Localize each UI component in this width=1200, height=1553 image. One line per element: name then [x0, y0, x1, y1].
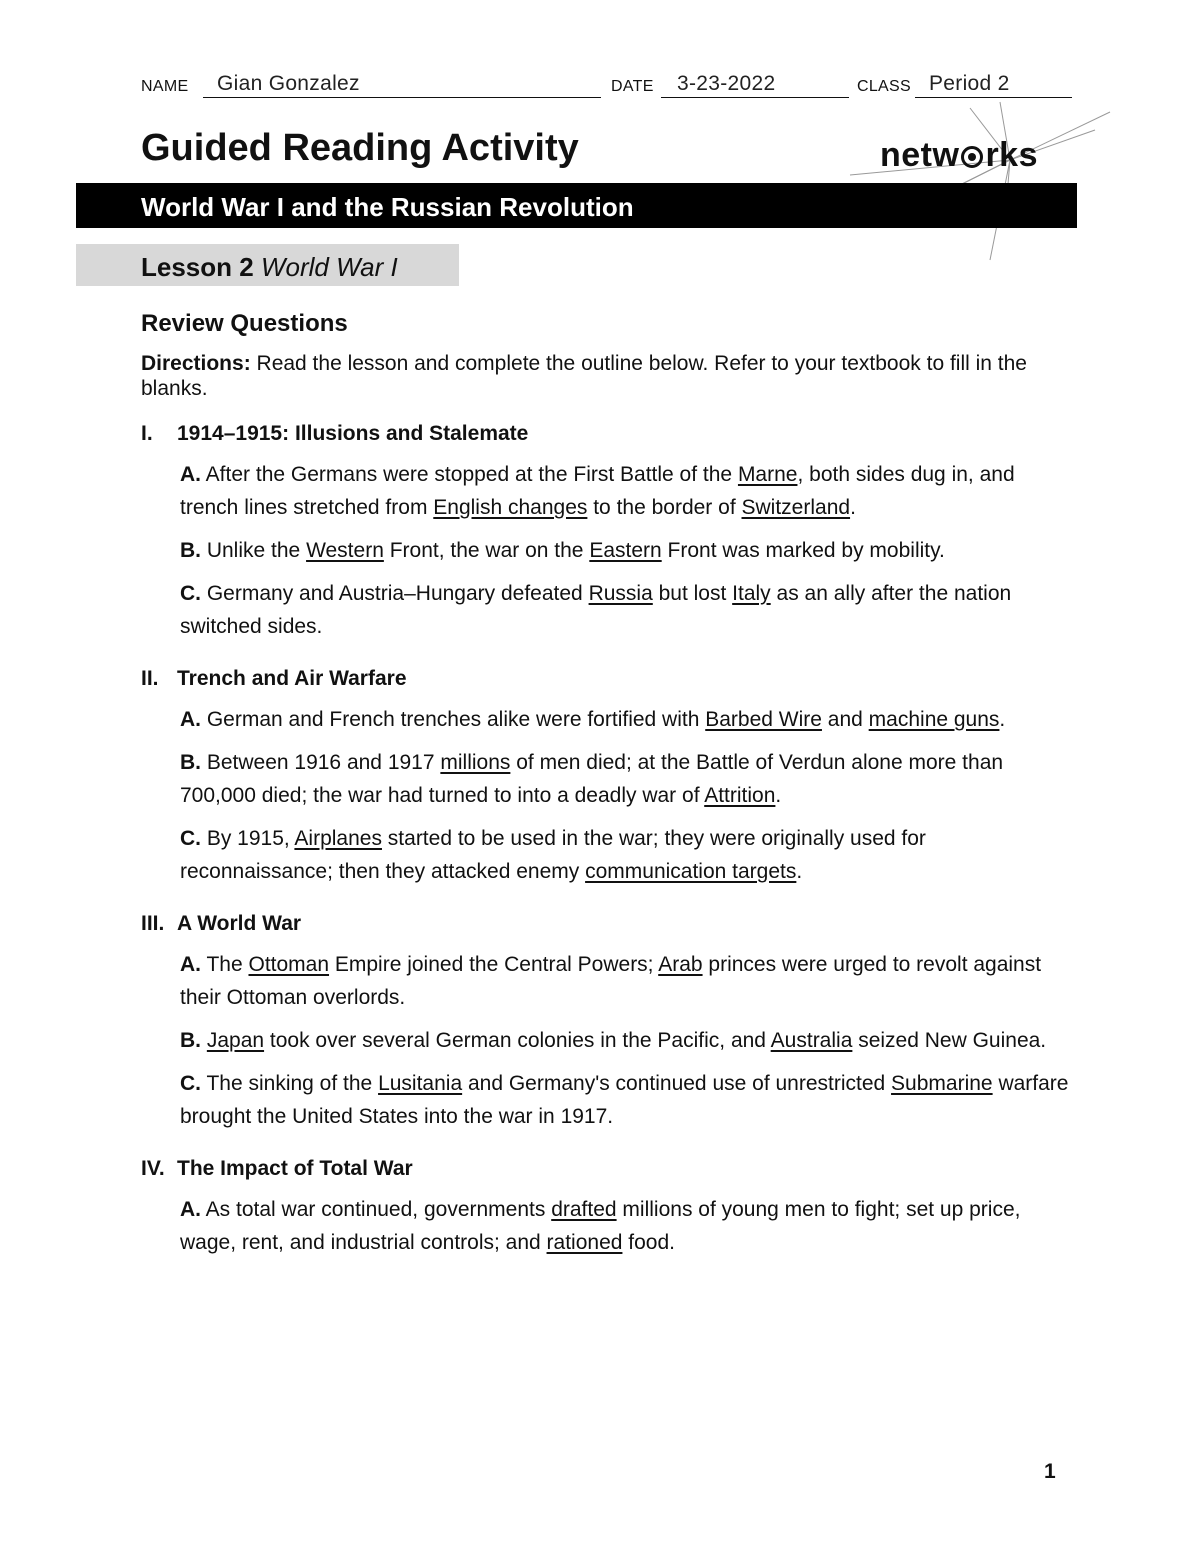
section-title: The Impact of Total War [177, 1157, 413, 1180]
section-heading [141, 665, 1076, 693]
answer-blank[interactable]: machine guns [868, 708, 1000, 731]
item-text: and Germany's continued use of unrestricted [462, 1072, 892, 1095]
date-field [611, 72, 849, 100]
answer-blank[interactable]: Attrition [704, 784, 776, 807]
item-letter: C. [180, 827, 201, 850]
chapter-title: World War I and the Russian Revolution [141, 192, 634, 222]
brand-text-end: rks [985, 136, 1039, 174]
item-letter: C. [180, 582, 201, 605]
answer-blank[interactable]: Ottoman [248, 953, 330, 976]
review-questions-heading: Review Questions [141, 310, 348, 337]
answer-blank[interactable]: Marne [737, 463, 798, 486]
chapter-banner [76, 183, 1077, 228]
networks-logo-icon [961, 146, 983, 168]
directions [141, 351, 1071, 401]
section-numeral: I. [141, 422, 153, 445]
outline-item [180, 948, 1076, 1014]
class-value[interactable]: Period 2 [929, 72, 1010, 95]
section-numeral: IV. [141, 1157, 165, 1180]
answer-blank[interactable]: Japan [206, 1029, 265, 1052]
name-value[interactable]: Gian Gonzalez [217, 72, 360, 95]
class-label: CLASS [857, 78, 911, 95]
section-heading [141, 1155, 1076, 1183]
outline-item [180, 822, 1076, 888]
outline-item [180, 1024, 1076, 1057]
lesson-name: World War I [260, 252, 398, 282]
section-title: 1914–1915: Illusions and Stalemate [177, 422, 529, 445]
answer-blank[interactable]: English changes [433, 496, 588, 519]
item-text: The [201, 953, 249, 976]
section-title: Trench and Air Warfare [177, 667, 407, 690]
item-text: Between 1916 and 1917 [201, 751, 441, 774]
answer-blank[interactable]: communication targets [585, 860, 797, 883]
outline-section [141, 910, 1076, 1133]
class-field [857, 72, 1072, 100]
answer-blank[interactable]: Russia [588, 582, 653, 605]
item-text: Empire joined the Central Powers; [329, 953, 659, 976]
item-letter: A. [180, 1198, 201, 1221]
item-text: , both sides dug in, and trench lines stretched from [180, 463, 1015, 519]
answer-blank[interactable]: Arab [658, 953, 703, 976]
answer-blank[interactable]: Switzerland [741, 496, 851, 519]
item-text: to the border of [587, 496, 742, 519]
page-number: 1 [1044, 1460, 1056, 1483]
directions-label: Directions: [141, 352, 251, 375]
section-numeral: III. [141, 912, 165, 935]
outline [141, 420, 1076, 1259]
answer-blank[interactable]: millions [440, 751, 511, 774]
item-text: warfare brought the United States into the war in 1917. [180, 1072, 1069, 1128]
outline-item [180, 1193, 1076, 1259]
lesson-tab [76, 244, 459, 286]
item-text: . [775, 784, 782, 807]
item-text: princes were urged to revolt against their Ottoman overlords. [180, 953, 1042, 1009]
item-text: Unlike the [201, 539, 307, 562]
answer-blank[interactable]: rationed [546, 1231, 623, 1254]
section-heading [141, 420, 1076, 448]
item-text: German and French trenches alike were fortified with [201, 708, 706, 731]
item-text: food. [622, 1231, 675, 1254]
item-text: of men died; at the Battle of Verdun alone more than 700,000 died; the war had turned to into a deadly war of [180, 751, 1004, 807]
item-text: started to be used in the war; they were originally used for reconnaissance; then they attacked enemy [180, 827, 926, 883]
outline-item [180, 703, 1076, 736]
answer-blank[interactable]: Australia [770, 1029, 853, 1052]
item-text: took over several German colonies in the Pacific, and [264, 1029, 771, 1052]
item-letter: A. [180, 953, 201, 976]
answer-blank[interactable]: Submarine [891, 1072, 993, 1095]
answer-blank[interactable]: Western [306, 539, 384, 562]
item-letter: A. [180, 463, 201, 486]
item-text: . [850, 496, 856, 519]
outline-item [180, 534, 1076, 567]
section-title: A World War [177, 912, 302, 935]
answer-blank[interactable]: Barbed Wire [705, 708, 822, 731]
item-text: Front was marked by mobility. [661, 539, 945, 562]
answer-blank[interactable]: Eastern [589, 539, 662, 562]
date-value[interactable]: 3-23-2022 [677, 72, 776, 95]
item-text: millions of young men to fight; set up price, wage, rent, and industrial controls; and [180, 1198, 1021, 1254]
section-numeral: II. [141, 667, 159, 690]
item-text: . [999, 708, 1006, 731]
answer-blank[interactable]: Airplanes [294, 827, 382, 850]
item-text: as an ally after the nation switched sides. [180, 582, 1012, 638]
name-field [141, 72, 601, 100]
item-text: Germany and Austria–Hungary defeated [201, 582, 589, 605]
outline-section [141, 1155, 1076, 1259]
item-text: Front, the war on the [383, 539, 590, 562]
outline-section [141, 420, 1076, 643]
directions-text: Read the lesson and complete the outline below. Refer to your textbook to fill in the blanks. [141, 352, 1027, 400]
item-letter: B. [180, 539, 201, 562]
item-text: but lost [652, 582, 733, 605]
outline-item [180, 1067, 1076, 1133]
brand-text-start: netw [880, 136, 960, 174]
item-text: After the Germans were stopped at the First Battle of the [201, 463, 738, 486]
item-letter: A. [180, 708, 201, 731]
item-text: The sinking of the [201, 1072, 379, 1095]
item-text: By 1915, [201, 827, 295, 850]
date-label: DATE [611, 78, 654, 95]
name-label: NAME [141, 78, 189, 95]
section-heading [141, 910, 1076, 938]
outline-item [180, 746, 1076, 812]
item-text: seized New Guinea. [852, 1029, 1047, 1052]
item-text: As total war continued, governments [201, 1198, 552, 1221]
outline-item [180, 458, 1076, 524]
item-letter: B. [180, 751, 201, 774]
answer-blank[interactable]: drafted [551, 1198, 617, 1221]
item-letter: C. [180, 1072, 201, 1095]
page-title: Guided Reading Activity [141, 127, 579, 169]
item-text: . [796, 860, 803, 883]
item-letter: B. [180, 1029, 201, 1052]
networks-logo [880, 136, 1038, 175]
lesson-prefix: Lesson 2 [141, 252, 254, 282]
outline-section [141, 665, 1076, 888]
item-text: and [821, 708, 869, 731]
outline-item [180, 577, 1076, 643]
answer-blank[interactable]: Italy [732, 582, 771, 605]
answer-blank[interactable]: Lusitania [378, 1072, 463, 1095]
